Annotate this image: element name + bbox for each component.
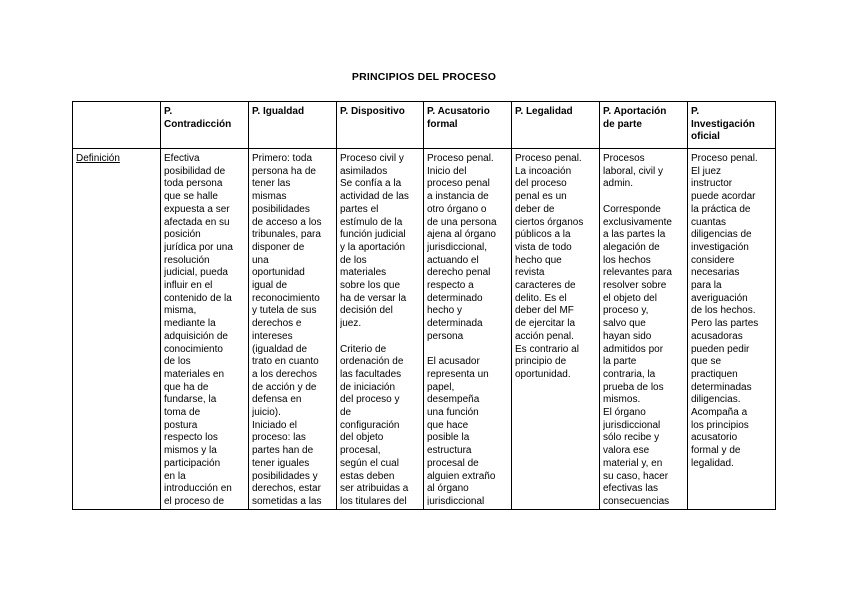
definition-acusatorio-formal: Proceso penal. Inicio del proceso penal a instancia de otro órgano o de una persona ajena al órgano jurisdiccional, actuando el derecho penal respecto a determinado hecho y determinada persona El acusador representa un papel, desempeña una función que hace posible la estructura procesal de alguien extraño al órgano jurisdiccional (424, 149, 512, 510)
header-igualdad: P. Igualdad (249, 102, 337, 149)
definition-contradiccion: Efectiva posibilidad de toda persona que se halle expuesta a ser afectada en su posición jurídica por una resolución judicial, pueda influir en el contenido de la misma, mediante la adquisición de conocimiento de los materiales en que ha de fundarse, la toma de postura respecto los mismos y la participación en la introducción en el proceso de (161, 149, 249, 510)
row-label-cell (73, 149, 161, 510)
definition-igualdad: Primero: toda persona ha de tener las mismas posibilidades de acceso a los tribunales, para disponer de una oportunidad igual de reconocimiento y tutela de sus derechos e intereses (igualdad de trato en cuanto a los derechos de acción y de defensa en juicio). Iniciado el proceso: las partes han de tener iguales posibilidades y derechos, estar sometidas a las (249, 149, 337, 510)
header-empty-cell (73, 102, 161, 149)
header-contradiccion: P. Contradicción (161, 102, 249, 149)
header-dispositivo: P. Dispositivo (337, 102, 424, 149)
definition-aportacion-de-parte: Procesos laboral, civil y admin. Corresponde exclusivamente a las partes la alegación de los hechos relevantes para resolver sobre el objeto del proceso y, salvo que hayan sido admitidos por la parte contraria, la prueba de los mismos. El órgano jurisdiccional sólo recibe y valora ese material y, en su caso, hacer efectivas las consecuencias (600, 149, 688, 510)
principles-table (72, 101, 776, 510)
header-row (73, 102, 776, 149)
document-title: PRINCIPIOS DEL PROCESO (351, 71, 497, 83)
definition-row (73, 149, 776, 510)
row-label: Definición (76, 153, 120, 164)
header-investigacion-oficial: P. Investigación oficial (688, 102, 776, 149)
definition-investigacion-oficial: Proceso penal. El juez instructor puede acordar la práctica de cuantas diligencias de investigación considere necesarias para la averiguación de los hechos. Pero las partes acusadoras pueden pedir que se practiquen determinadas diligencias. Acompaña a los principios acusatorio formal y de legalidad. (688, 149, 776, 510)
definition-legalidad: Proceso penal. La incoación del proceso penal es un deber de ciertos órganos públicos a la vista de todo hecho que revista caracteres de delito. Es el deber del MF de ejercitar la acción penal. Es contrario al principio de oportunidad. (512, 149, 600, 510)
definition-dispositivo: Proceso civil y asimilados Se confía a la actividad de las partes el estímulo de la función judicial y la aportación de los materiales sobre los que ha de versar la decisión del juez. Criterio de ordenación de las facultades de iniciación del proceso y de configuración del objeto procesal, según el cual estas deben ser atribuidas a los titulares del (337, 149, 424, 510)
header-aportacion-de-parte: P. Aportación de parte (600, 102, 688, 149)
header-acusatorio-formal: P. Acusatorio formal (424, 102, 512, 149)
header-legalidad: P. Legalidad (512, 102, 600, 149)
